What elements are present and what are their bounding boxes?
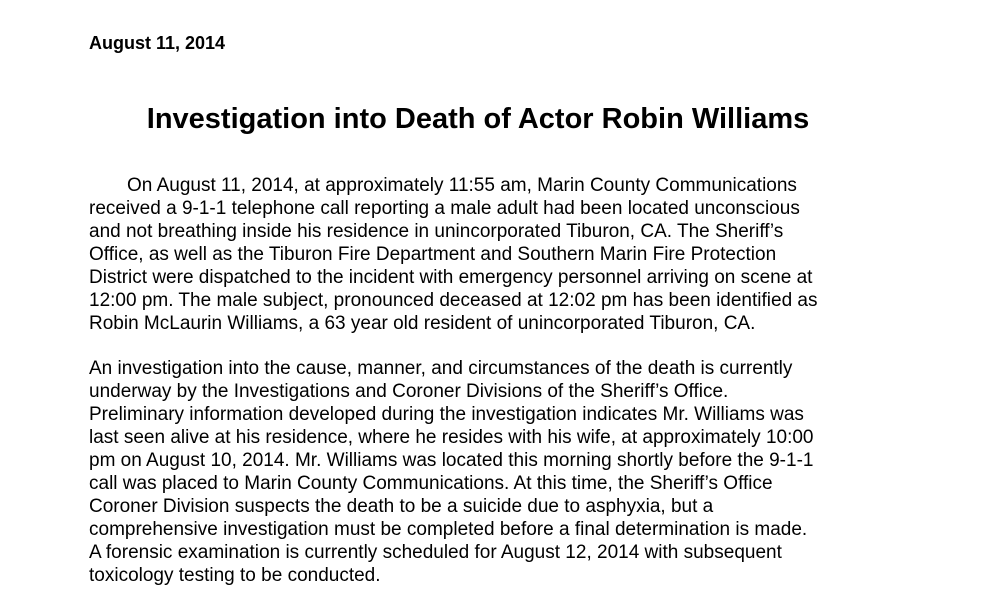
paragraph-line: last seen alive at his residence, where he resides with his wife, at approximately 10:00	[89, 427, 814, 448]
paragraph-line: Robin McLaurin Williams, a 63 year old resident of unincorporated Tiburon, CA.	[89, 313, 756, 334]
paragraph-incident-report	[89, 174, 959, 335]
paragraph-line: Preliminary information developed during the investigation indicates Mr. Williams was	[89, 404, 804, 425]
paragraph-line: call was placed to Marin County Communications. At this time, the Sheriff’s Office	[89, 473, 773, 494]
paragraph-line: toxicology testing to be conducted.	[89, 565, 381, 586]
paragraph-line: pm on August 10, 2014. Mr. Williams was located this morning shortly before the 9-1-1	[89, 450, 814, 471]
paragraph-line: 12:00 pm. The male subject, pronounced deceased at 12:02 pm has been identified as	[89, 290, 818, 311]
document-date: August 11, 2014	[89, 33, 226, 53]
paragraph-line: District were dispatched to the incident with emergency personnel arriving on scene at	[89, 267, 813, 288]
document-title: Investigation into Death of Actor Robin Williams	[146, 103, 810, 135]
paragraph-line: underway by the Investigations and Coroner Divisions of the Sheriff’s Office.	[89, 381, 729, 402]
paragraph-line: On August 11, 2014, at approximately 11:55 am, Marin County Communications	[127, 175, 797, 196]
paragraph-line: Office, as well as the Tiburon Fire Department and Southern Marin Fire Protection	[89, 244, 777, 265]
paragraph-investigation	[89, 357, 959, 587]
paragraph-line: received a 9-1-1 telephone call reporting a male adult had been located unconscious	[89, 198, 800, 219]
paragraph-line: Coroner Division suspects the death to be a suicide due to asphyxia, but a	[89, 496, 714, 517]
paragraph-line: An investigation into the cause, manner, and circumstances of the death is currently	[89, 358, 793, 379]
paragraph-line: A forensic examination is currently scheduled for August 12, 2014 with subsequent	[89, 542, 782, 563]
paragraph-line: and not breathing inside his residence in unincorporated Tiburon, CA. The Sheriff’s	[89, 221, 784, 242]
paragraph-line: comprehensive investigation must be completed before a final determination is made.	[89, 519, 808, 540]
